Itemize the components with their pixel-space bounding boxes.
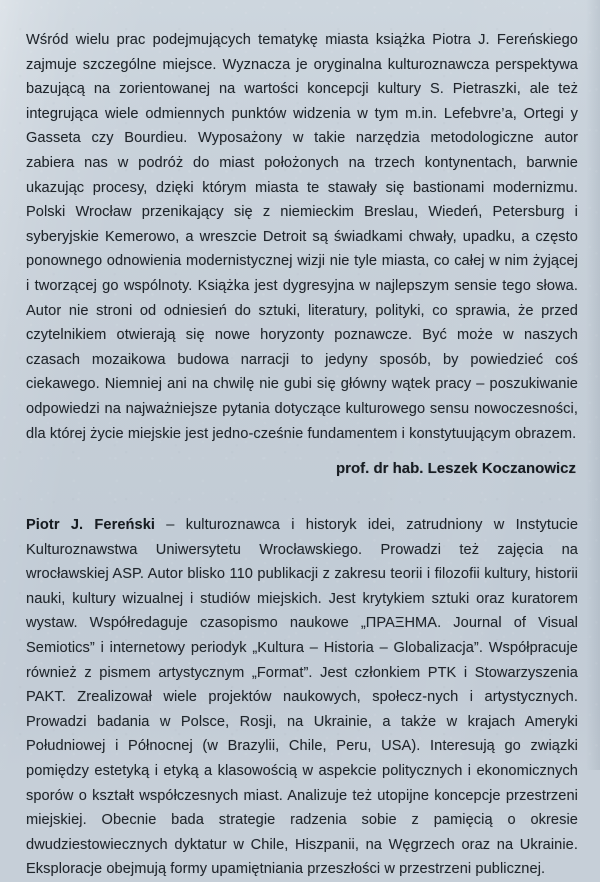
author-bio-text: – kulturoznawca i historyk idei, zatrudniony w Instytucie Kulturoznawstwa Uniwersytetu Wrocławskiego. Prowadzi też zajęcia na wrocławskiej ASP. Autor blisko 110 publikacji z zakresu teorii i filozofii kultury, historii nauki, kultury wizualnej i studiów miejskich. Jest krytykiem sztuki oraz kuratorem wystaw. Współredaguje czasopismo naukowe „ΠΡΑΞΗΜΑ. Journal of Visual Semiotics” i internetowy periodyk „Kultura – Historia – Globalizacja”. Współpracuje również z pismem artystycznym „Format”. Jest członkiem PTK i Stowarzyszenia PAKT. Zrealizował wiele projektów naukowych, społecz-nych i artystycznych. Prowadzi badania w Polsce, Rosji, na Ukrainie, a także w krajach Ameryki Południowej i Północnej (w Brazylii, Chile, Peru, USA). Interesują go związki pomiędzy estetyką i etyką a klasowością w aspekcie politycznych i ekonomicznych sporów o kształt współczesnych miast. Analizuje też utopijne koncepcje przestrzeni miejskiej. Obecnie bada strategie radzenia sobie z pamięcią o okresie dwudziestowiecznych dyktatur w Chile, Hiszpanii, na Węgrzech oraz na Ukrainie. Eksploracje obejmują formy upamiętniania przeszłości w przestrzeni publicznej. [26,517,579,878]
author-bio-paragraph [26,513,578,882]
review-attribution: prof. dr hab. Leszek Koczanowicz [335,460,576,478]
author-name: Piotr J. Fereński [26,517,156,534]
review-blurb-section [26,28,578,479]
author-bio-section [26,513,578,882]
review-blurb-text: Wśród wielu prac podejmujących tematykę miasta książka Piotra J. Fereńskiego zajmuje szczególne miejsce. Wyznacza je oryginalna kulturoznawcza perspektywa bazującą na zorientowanej na wartości koncepcji kultury S. Pietraszki, ale też integrująca wiele odmiennych punktów widzenia w tym m.in. Lefebvre’a, Ortegi y Gasseta czy Bourdieu. Wyposażony w takie narzędzia metodologiczne autor zabiera nas w podróż do miast położonych na trzech kontynentach, barwnie ukazując procesy, dzięki którym miasta te stawały się bastionami modernizmu. Polski Wrocław przenikający się z niemieckim Breslau, Wiedeń, Petersburg i syberyjskie Kemerowo, a wreszcie Detroit są świadkami chwały, upadku, a często ponownego odnowienia modernistycznej wizji nie tyle miasta, co całej w nim żyjącej i tworzącej go wspólnoty. Książka jest dygresyjna w najlepszym sensie tego słowa. Autor nie stroni od odniesień do sztuki, literatury, polityki, co sprawia, że przed czytelnikiem otwierają się nowe horyzonty poznawcze. Być może w naszych czasach mozaikowa budowa narracji to jedyny sposób, by powiedzieć coś ciekawego. Niemniej ani na chwilę nie gubi się główny wątek pracy – poszukiwanie odpowiedzi na najważniejsze pytania dotyczące kulturowego sensu nowoczesności, dla której życie miejskie jest jedno-cześnie fundamentem i konstytuującym obrazem. [26,32,578,442]
